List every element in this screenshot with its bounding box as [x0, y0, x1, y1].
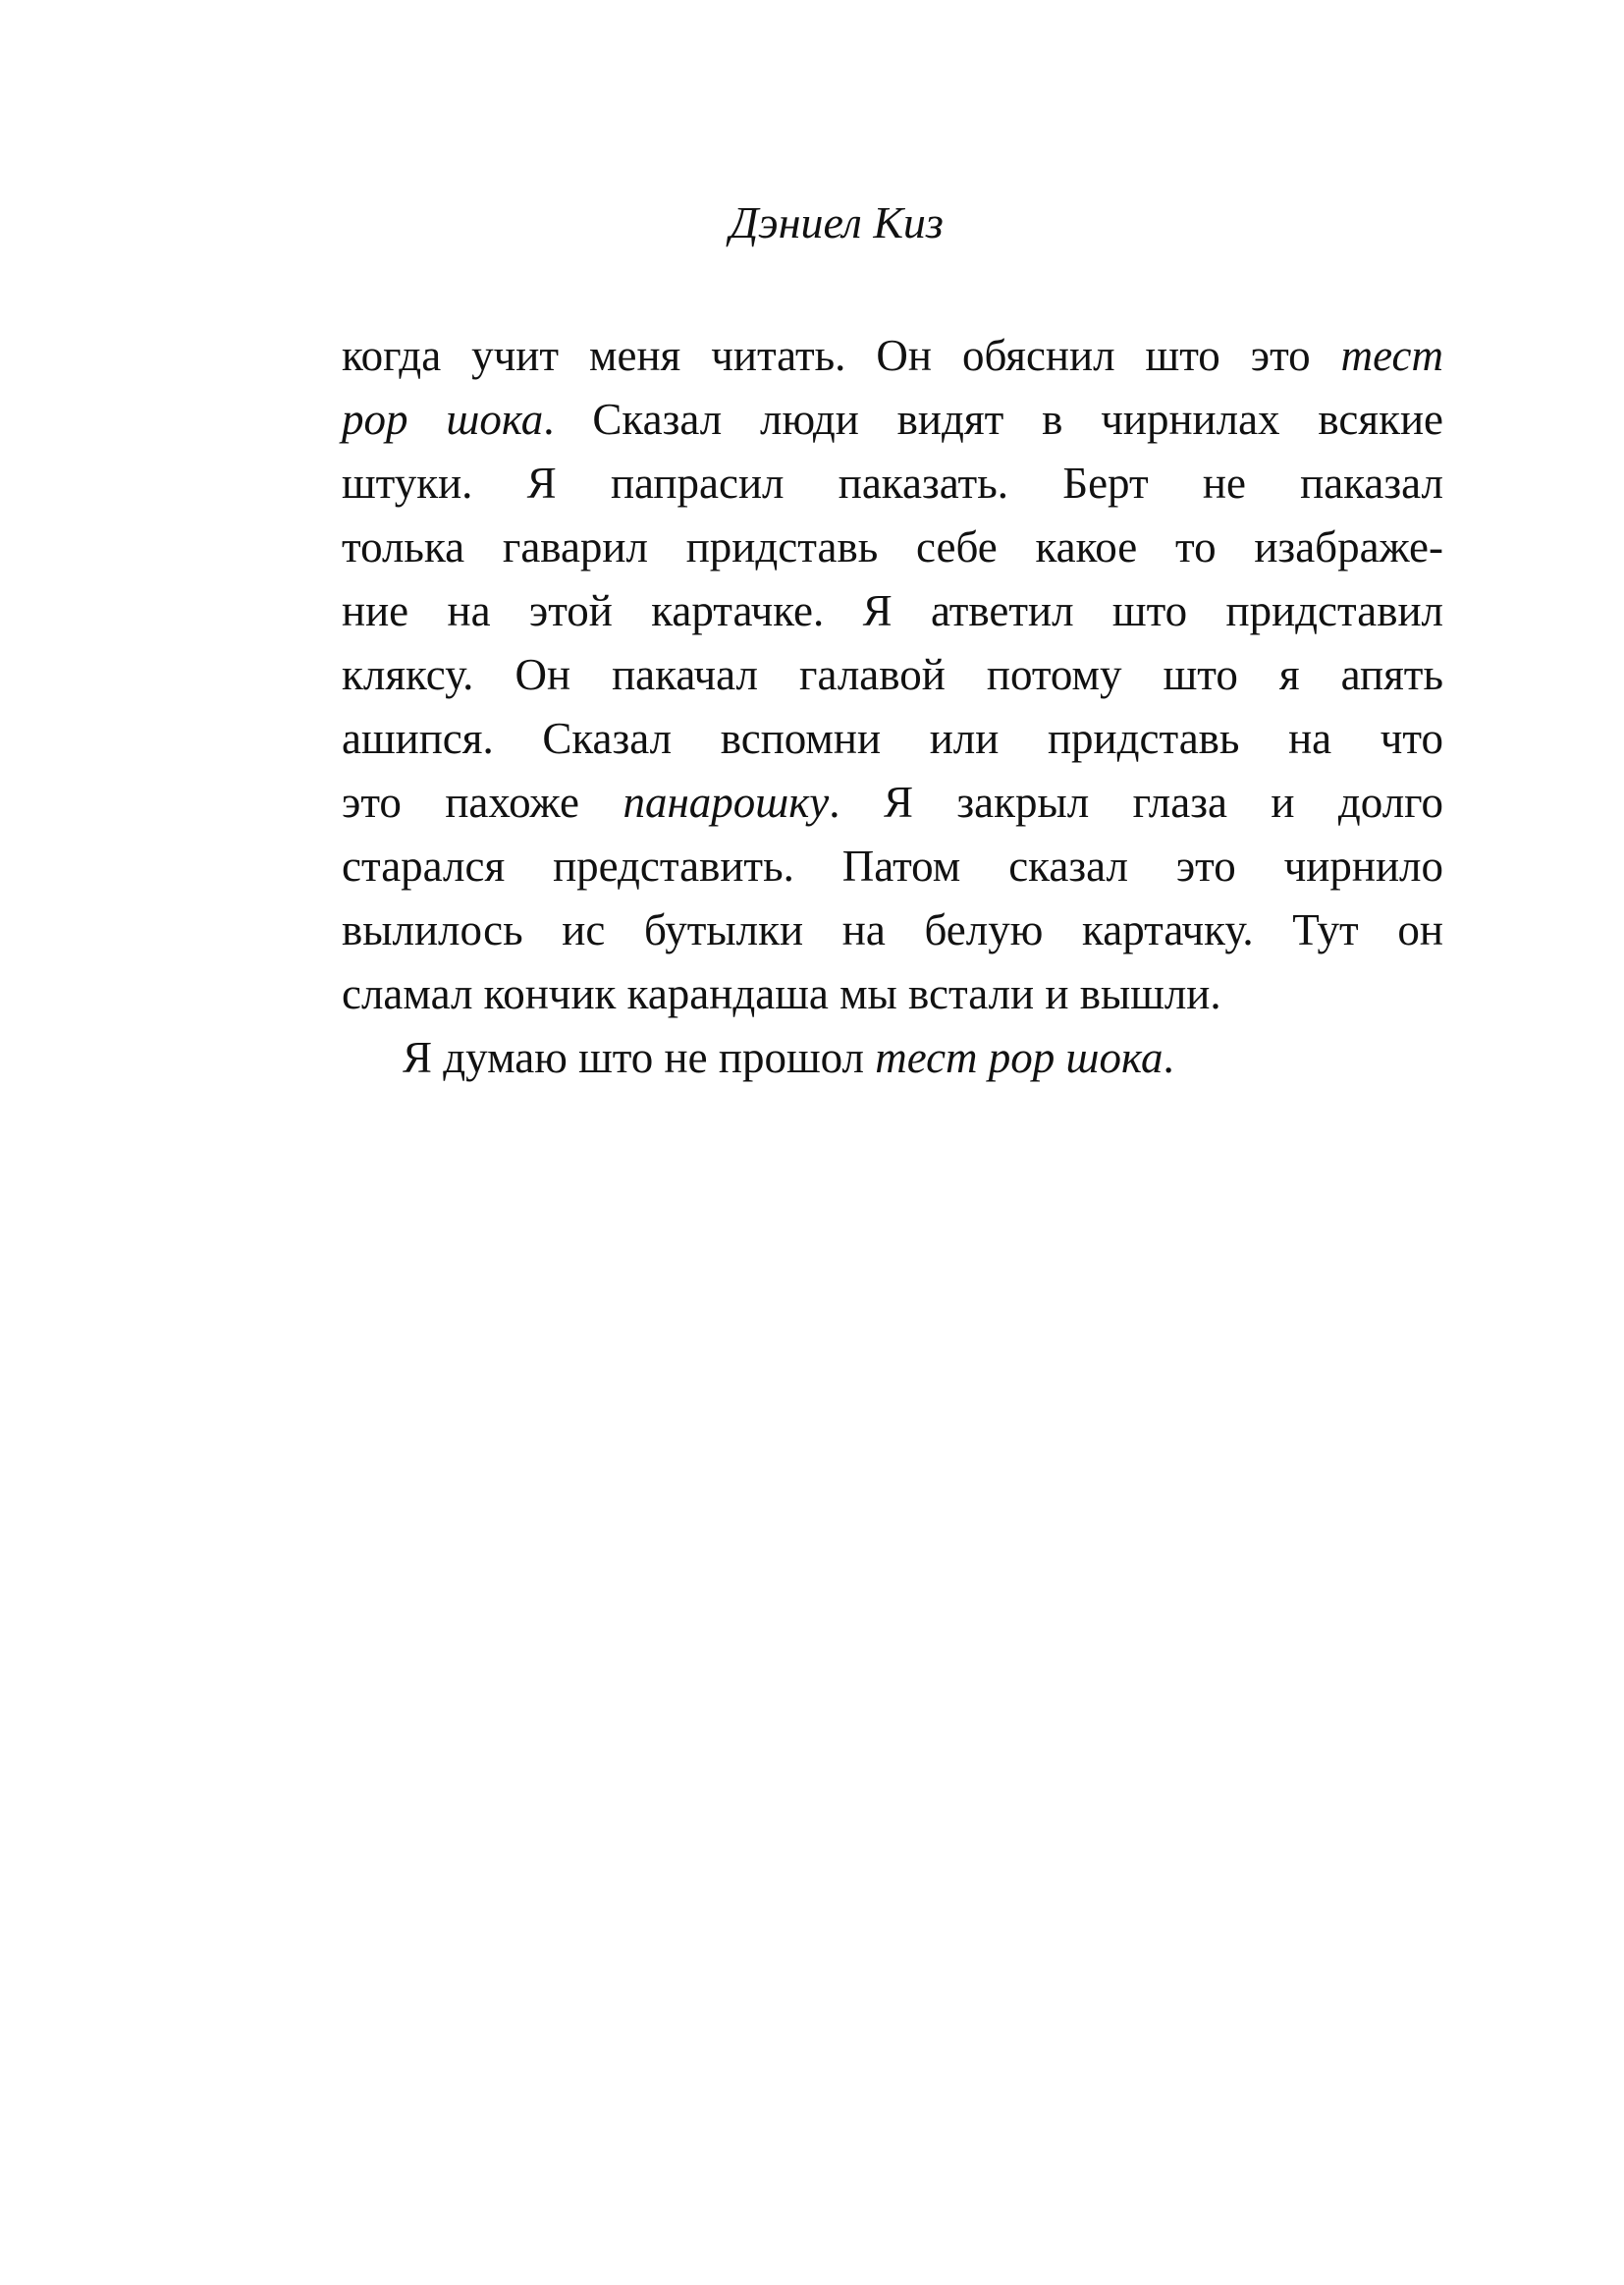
text-segment: . Сказал люди видят в чирнилах всякие — [543, 395, 1443, 444]
text-segment: толька гаварил придставь себе какое то изабраже- — [342, 522, 1443, 571]
text-segment: вылилось ис бутылки на белую картачку. Тут он — [342, 905, 1443, 954]
text-segment: штуки. Я папрасил паказать. Берт не паказал — [342, 459, 1443, 508]
running-header: Дэниел Киз — [730, 197, 944, 247]
text-line — [342, 324, 1443, 388]
text-line — [342, 388, 1443, 452]
text-segment: сламал кончик карандаша мы встали и вышли. — [342, 969, 1221, 1018]
page-body-text — [342, 324, 1443, 1090]
text-segment: когда учит меня читать. Он обяснил што это — [342, 331, 1341, 380]
text-line — [342, 1026, 1443, 1090]
text-line — [342, 962, 1443, 1026]
text-segment: ашипся. Сказал вспомни или придставь на что — [342, 714, 1443, 763]
text-segment: это пахоже — [342, 778, 623, 827]
text-line — [342, 516, 1443, 579]
italic-text: роp шока — [342, 395, 544, 444]
text-segment: . — [1163, 1033, 1174, 1082]
text-line — [342, 707, 1443, 771]
text-line — [342, 579, 1443, 643]
text-line — [342, 643, 1443, 707]
italic-text: тест роp шока — [875, 1033, 1164, 1082]
text-line — [342, 898, 1443, 962]
italic-text: тест — [1340, 331, 1443, 380]
text-line — [342, 835, 1443, 898]
text-segment: ние на этой картачке. Я атветил што придставил — [342, 586, 1443, 635]
text-segment: . Я закрыл глаза и долго — [829, 778, 1444, 827]
italic-text: панарошку — [623, 778, 830, 827]
text-segment: кляксу. Он пакачал галавой потому што я апять — [342, 650, 1443, 699]
text-line — [342, 771, 1443, 835]
text-segment: старался представить. Патом сказал это чирнило — [342, 842, 1443, 891]
text-segment: Я думаю што не прошол — [403, 1033, 876, 1082]
text-line — [342, 452, 1443, 516]
